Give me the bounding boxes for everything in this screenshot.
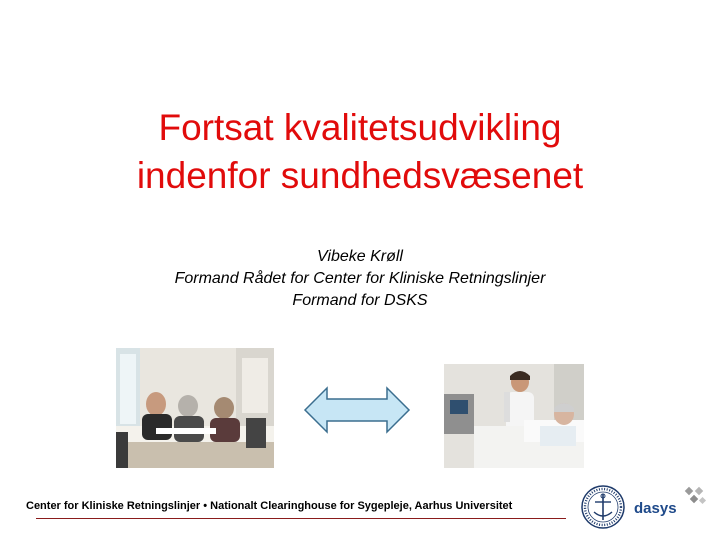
dasys-logo — [634, 486, 710, 526]
author-role-1: Formand Rådet for Center for Kliniske Retningslinjer — [174, 270, 546, 287]
author-name: Vibeke Krøll — [317, 248, 403, 265]
slide-title — [0, 104, 720, 200]
dasys-wordmark: dasys — [634, 500, 677, 517]
title-line-1: Fortsat kvalitetsudvikling — [158, 107, 562, 148]
footer-divider — [36, 518, 566, 519]
slide-subtitle — [0, 246, 720, 312]
title-line-2: indenfor sundhedsvæsenet — [136, 155, 584, 196]
aarhus-university-seal — [580, 484, 626, 530]
double-arrow-icon — [303, 385, 411, 435]
author-role-2: Formand for DSKS — [292, 292, 428, 309]
meeting-photo — [116, 348, 274, 468]
footer-text: Center for Kliniske Retningslinjer • Nationalt Clearinghouse for Sygepleje, Aarhus Universitet — [26, 500, 513, 512]
nurse-patient-photo — [444, 364, 584, 468]
